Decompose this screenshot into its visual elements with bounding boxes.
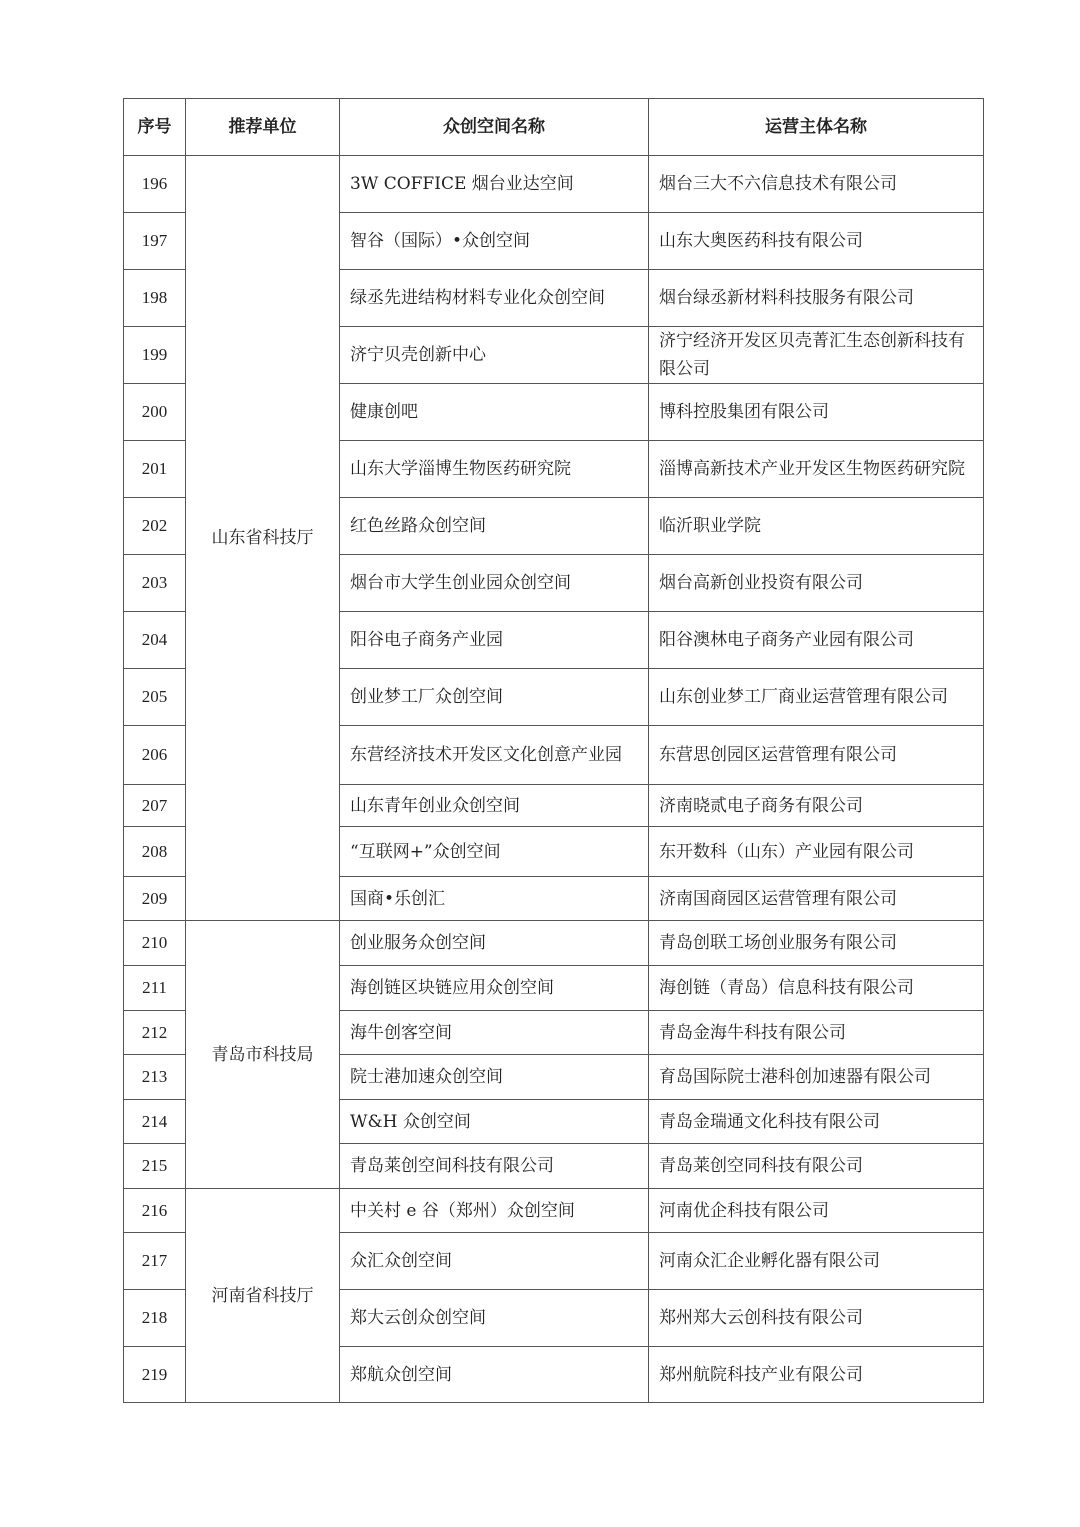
operator-name-cell: 东开数科（山东）产业园有限公司: [649, 827, 984, 877]
recommending-unit-cell: 青岛市科技局: [186, 921, 340, 1189]
operator-name-cell: 济南晓贰电子商务有限公司: [649, 785, 984, 827]
space-name-cell: 山东大学淄博生物医药研究院: [340, 441, 649, 498]
serial-number-cell: 209: [124, 877, 186, 921]
serial-number-cell: 218: [124, 1290, 186, 1347]
operator-name-cell: 青岛金瑞通文化科技有限公司: [649, 1100, 984, 1144]
space-name-cell: 院士港加速众创空间: [340, 1055, 649, 1100]
space-name-cell: 红色丝路众创空间: [340, 498, 649, 555]
serial-number-cell: 204: [124, 612, 186, 669]
header-space-name: 众创空间名称: [340, 99, 649, 156]
space-name-cell: 烟台市大学生创业园众创空间: [340, 555, 649, 612]
operator-name-cell: 烟台绿丞新材料科技服务有限公司: [649, 270, 984, 327]
operator-name-cell: 济南国商园区运营管理有限公司: [649, 877, 984, 921]
operator-name-cell: 淄博高新技术产业开发区生物医药研究院: [649, 441, 984, 498]
serial-number-cell: 203: [124, 555, 186, 612]
operator-name-cell: 河南众汇企业孵化器有限公司: [649, 1233, 984, 1290]
serial-number-cell: 207: [124, 785, 186, 827]
serial-number-cell: 213: [124, 1055, 186, 1100]
serial-number-cell: 205: [124, 669, 186, 726]
serial-number-cell: 196: [124, 156, 186, 213]
operator-name-cell: 郑州航院科技产业有限公司: [649, 1347, 984, 1403]
serial-number-cell: 200: [124, 384, 186, 441]
operator-name-cell: 青岛创联工场创业服务有限公司: [649, 921, 984, 966]
space-list-table: [123, 98, 984, 1403]
serial-number-cell: 219: [124, 1347, 186, 1403]
serial-number-cell: 199: [124, 327, 186, 384]
space-name-cell: 3W COFFICE 烟台业达空间: [340, 156, 649, 213]
space-name-cell: 海创链区块链应用众创空间: [340, 966, 649, 1011]
serial-number-cell: 216: [124, 1189, 186, 1233]
operator-name-cell: 青岛金海牛科技有限公司: [649, 1011, 984, 1055]
operator-name-cell: 海创链（青岛）信息科技有限公司: [649, 966, 984, 1011]
table-row: [124, 1189, 984, 1233]
serial-number-cell: 201: [124, 441, 186, 498]
serial-number-cell: 215: [124, 1144, 186, 1189]
space-name-cell: 青岛莱创空间科技有限公司: [340, 1144, 649, 1189]
operator-name-cell: 青岛莱创空同科技有限公司: [649, 1144, 984, 1189]
table-row: [124, 156, 984, 213]
operator-name-cell: 育岛国际院士港科创加速器有限公司: [649, 1055, 984, 1100]
recommending-unit-cell: 河南省科技厅: [186, 1189, 340, 1403]
operator-name-cell: 山东创业梦工厂商业运营管理有限公司: [649, 669, 984, 726]
space-name-cell: 阳谷电子商务产业园: [340, 612, 649, 669]
header-recommending-unit: 推荐单位: [186, 99, 340, 156]
space-name-cell: 海牛创客空间: [340, 1011, 649, 1055]
space-name-cell: 智谷（国际）•众创空间: [340, 213, 649, 270]
space-name-cell: 中关村 e 谷（郑州）众创空间: [340, 1189, 649, 1233]
space-name-cell: 郑大云创众创空间: [340, 1290, 649, 1347]
space-name-cell: 东营经济技术开发区文化创意产业园: [340, 726, 649, 785]
space-name-cell: 山东青年创业众创空间: [340, 785, 649, 827]
space-name-cell: W&H 众创空间: [340, 1100, 649, 1144]
space-name-cell: 创业梦工厂众创空间: [340, 669, 649, 726]
serial-number-cell: 197: [124, 213, 186, 270]
serial-number-cell: 214: [124, 1100, 186, 1144]
space-name-cell: 创业服务众创空间: [340, 921, 649, 966]
header-serial-number: 序号: [124, 99, 186, 156]
serial-number-cell: 211: [124, 966, 186, 1011]
operator-name-cell: 烟台高新创业投资有限公司: [649, 555, 984, 612]
table-row: [124, 921, 984, 966]
table-body: [124, 156, 984, 1403]
space-name-cell: 济宁贝壳创新中心: [340, 327, 649, 384]
header-operator-name: 运营主体名称: [649, 99, 984, 156]
serial-number-cell: 217: [124, 1233, 186, 1290]
recommending-unit-cell: 山东省科技厅: [186, 156, 340, 921]
operator-name-cell: 山东大奥医药科技有限公司: [649, 213, 984, 270]
space-name-cell: 郑航众创空间: [340, 1347, 649, 1403]
space-name-cell: 绿丞先进结构材料专业化众创空间: [340, 270, 649, 327]
table-header-row: [124, 99, 984, 156]
operator-name-cell: 郑州郑大云创科技有限公司: [649, 1290, 984, 1347]
serial-number-cell: 198: [124, 270, 186, 327]
space-name-cell: “互联网+”众创空间: [340, 827, 649, 877]
operator-name-cell: 临沂职业学院: [649, 498, 984, 555]
space-name-cell: 健康创吧: [340, 384, 649, 441]
operator-name-cell: 博科控股集团有限公司: [649, 384, 984, 441]
serial-number-cell: 202: [124, 498, 186, 555]
serial-number-cell: 208: [124, 827, 186, 877]
space-name-cell: 众汇众创空间: [340, 1233, 649, 1290]
operator-name-cell: 河南优企科技有限公司: [649, 1189, 984, 1233]
operator-name-cell: 济宁经济开发区贝壳菁汇生态创新科技有限公司: [649, 327, 984, 384]
serial-number-cell: 210: [124, 921, 186, 966]
operator-name-cell: 东营思创园区运营管理有限公司: [649, 726, 984, 785]
serial-number-cell: 212: [124, 1011, 186, 1055]
operator-name-cell: 阳谷澳林电子商务产业园有限公司: [649, 612, 984, 669]
serial-number-cell: 206: [124, 726, 186, 785]
space-name-cell: 国商•乐创汇: [340, 877, 649, 921]
operator-name-cell: 烟台三大不六信息技术有限公司: [649, 156, 984, 213]
